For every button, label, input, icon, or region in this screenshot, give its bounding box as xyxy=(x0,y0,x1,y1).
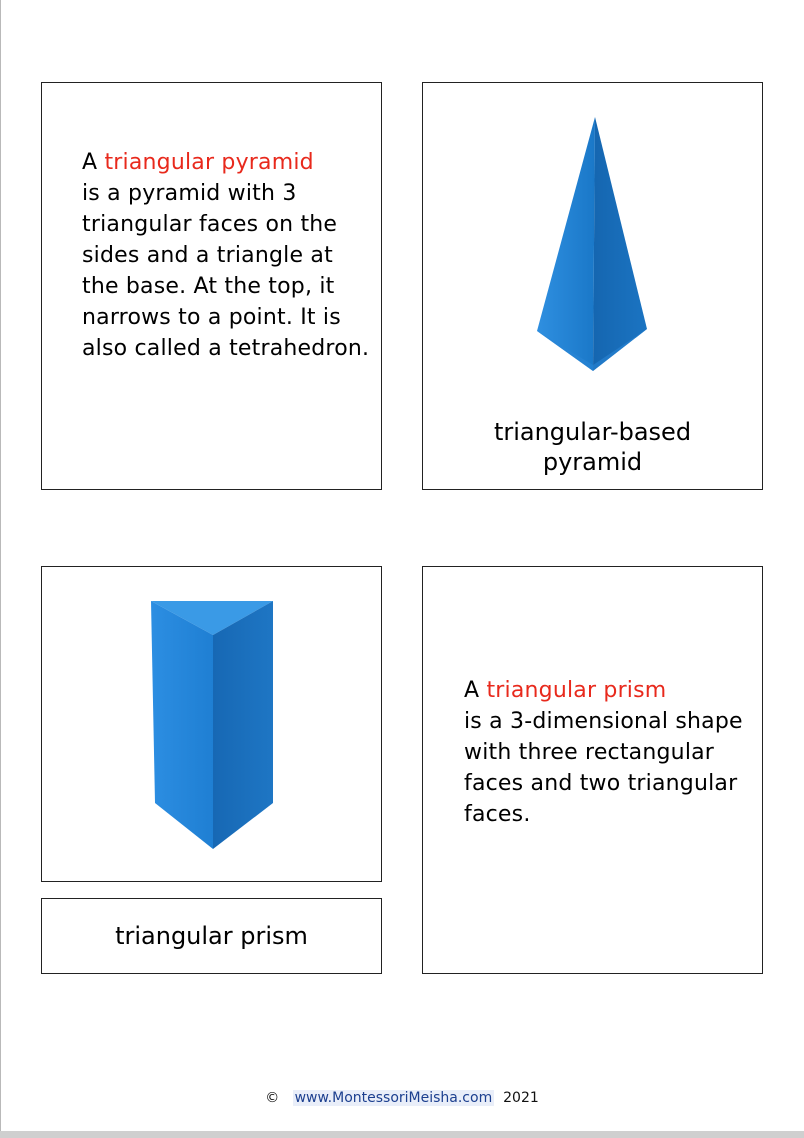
card-pyramid-image xyxy=(422,82,763,490)
pyramid-description xyxy=(82,147,372,364)
card-prism-label xyxy=(41,898,382,974)
footer-year: 2021 xyxy=(503,1090,539,1106)
pyramid-label: triangular-based pyramid xyxy=(493,418,692,476)
triangular-pyramid-icon xyxy=(533,113,653,375)
website-link[interactable]: www.MontessoriMeisha.com xyxy=(294,1090,493,1106)
card-prism-description xyxy=(422,566,763,974)
pyramid-desc-prefix: A xyxy=(82,150,105,175)
pyramid-desc-body: is a pyramid with 3 triangular faces on the sides and a triangle at the base. At the top, it narrows to a point. It is also called a tetrahedron. xyxy=(82,181,370,361)
prism-description xyxy=(464,675,754,830)
triangular-prism-icon xyxy=(147,597,277,851)
prism-desc-body: is a 3-dimensional shape with three rectangular faces and two triangular faces. xyxy=(464,709,743,827)
prism-desc-prefix: A xyxy=(464,678,487,703)
card-pyramid-description xyxy=(41,82,382,490)
prism-term: triangular prism xyxy=(486,678,667,703)
card-prism-image xyxy=(41,566,382,882)
prism-label: triangular prism xyxy=(115,922,308,950)
copyright-symbol: © xyxy=(265,1090,280,1106)
page-edge-bottom xyxy=(0,1131,804,1138)
footer xyxy=(0,1088,804,1108)
page-edge xyxy=(0,0,1,1138)
pyramid-term: triangular pyramid xyxy=(104,150,314,175)
